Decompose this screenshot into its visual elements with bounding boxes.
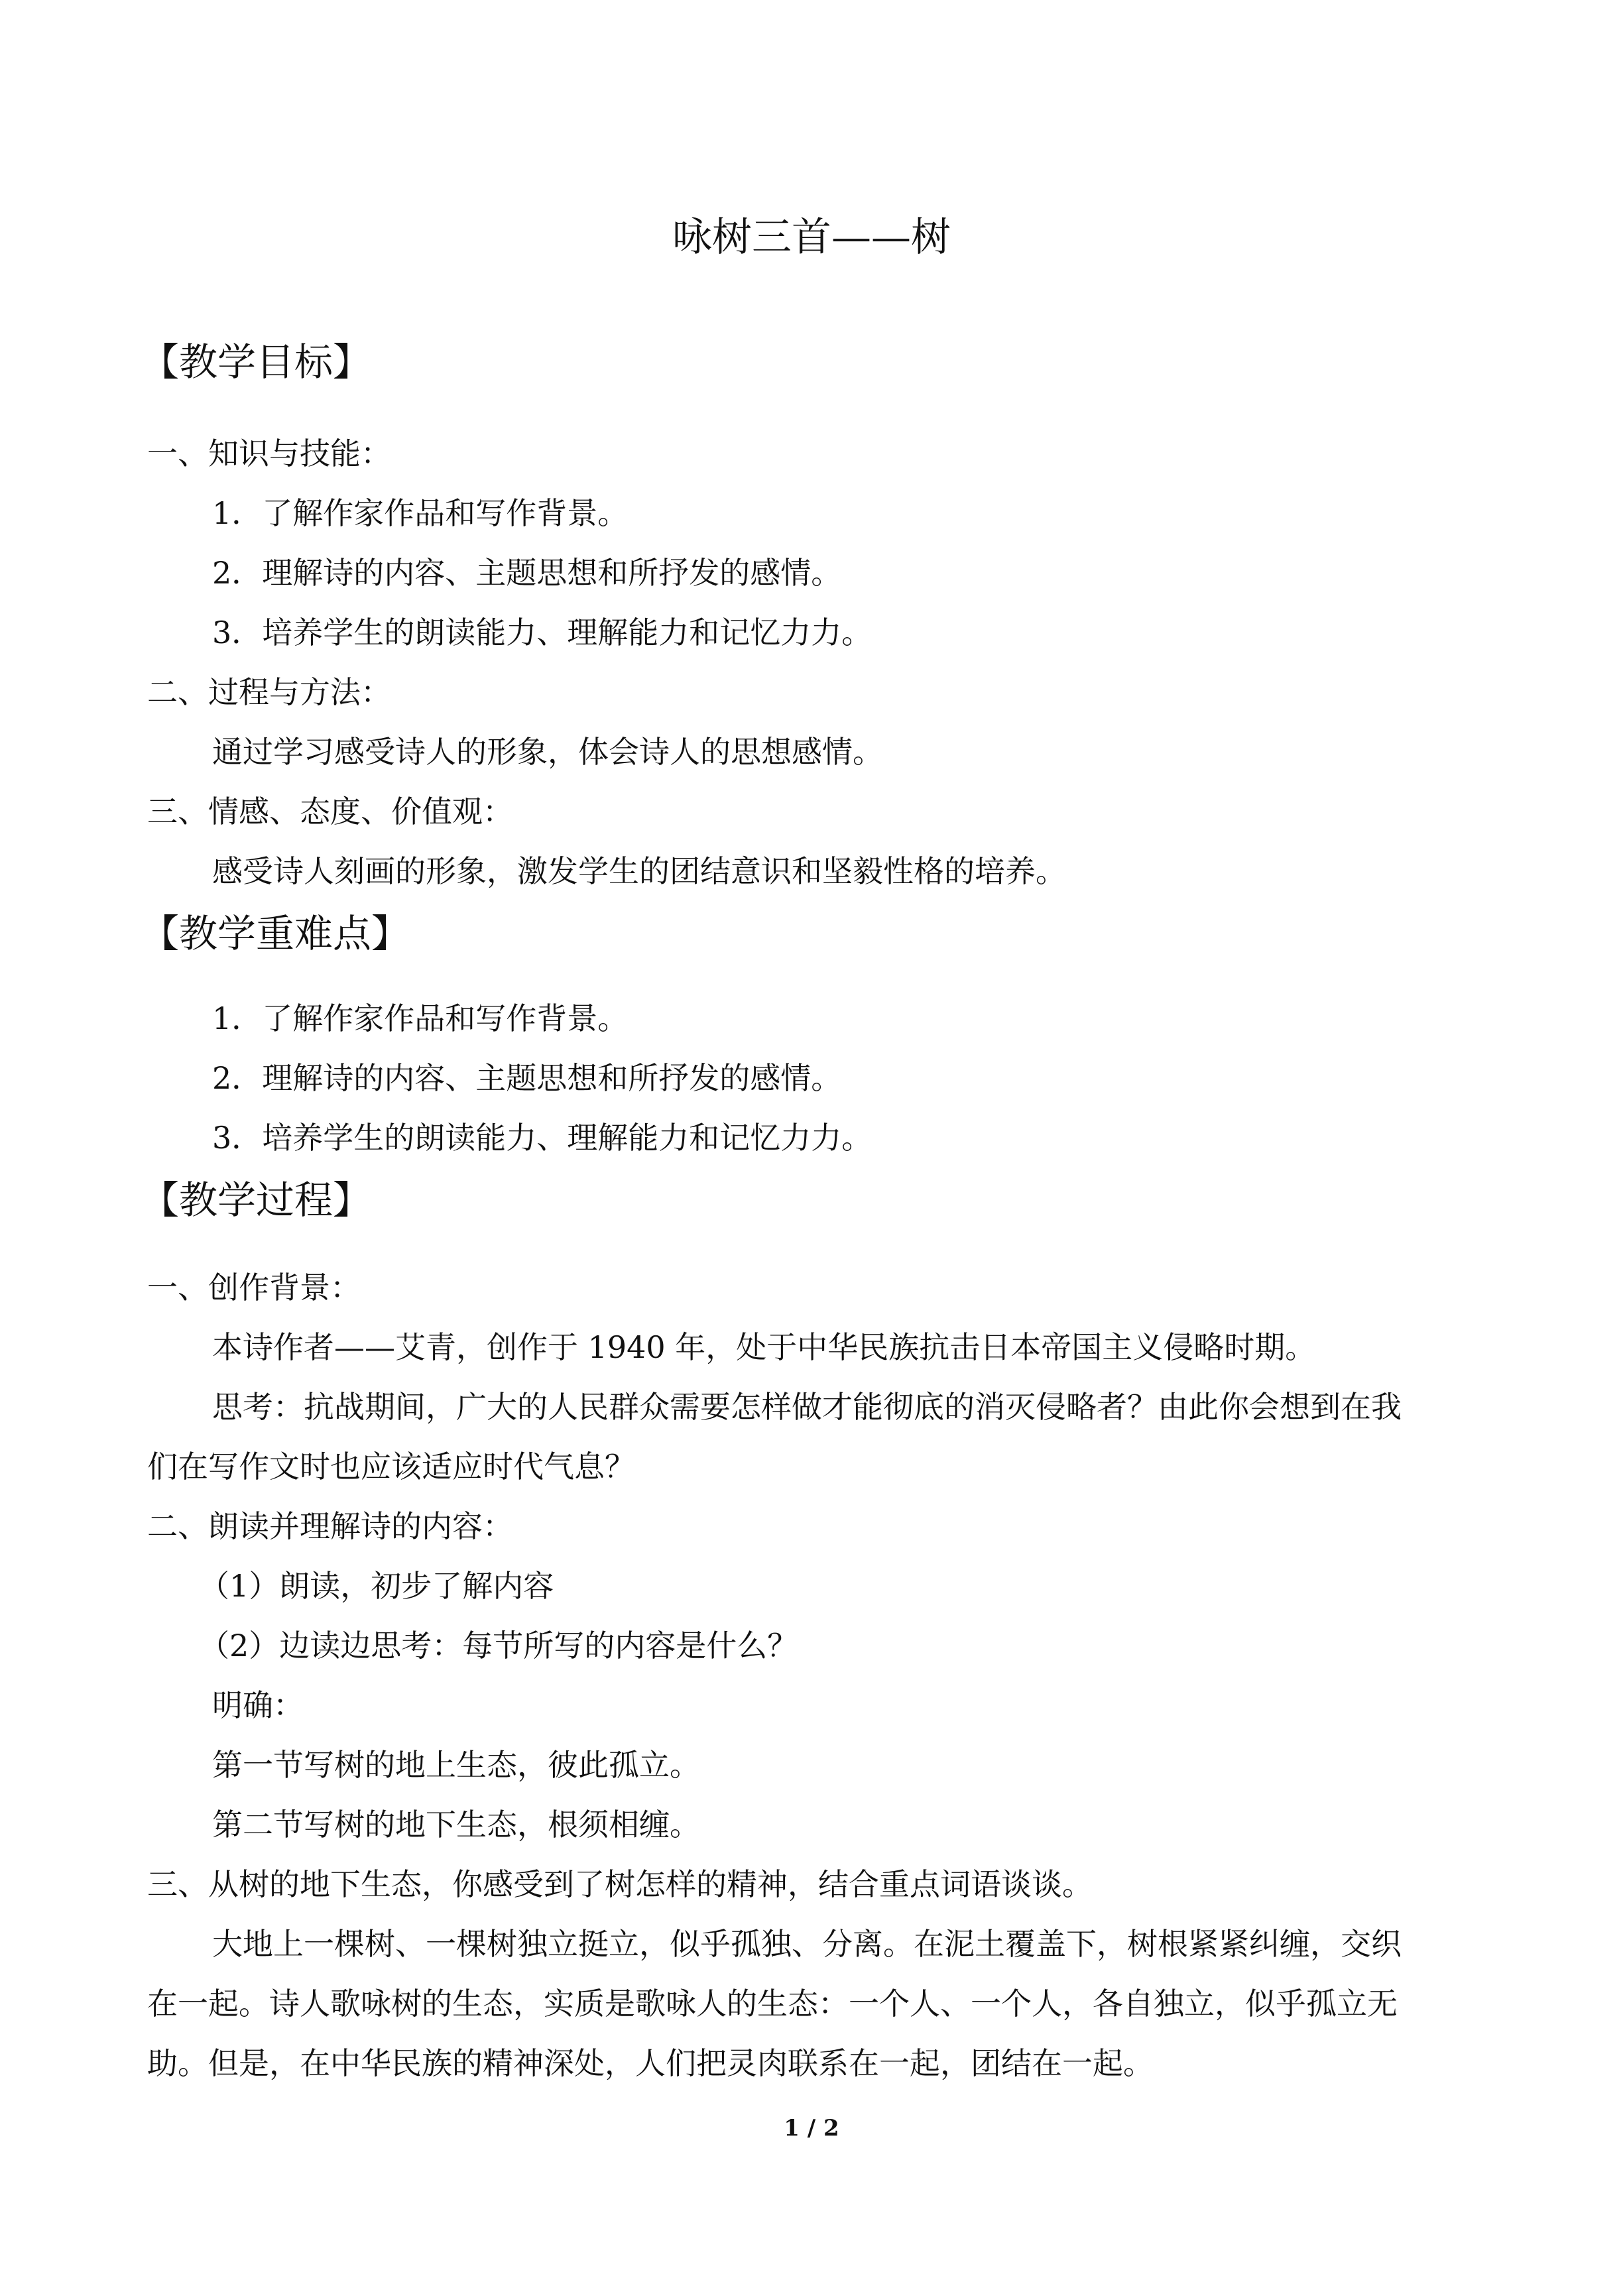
page-number: 1 / 2 <box>784 2115 839 2142</box>
process-spirit-paragraph-line: 大地上一棵树、一棵树独立挺立，似乎孤独、分离。在泥土覆盖下，树根紧紧纠缠，交织 <box>212 1926 1402 1962</box>
process-section-summary: 第一节写树的地上生态，彼此孤立。 <box>212 1747 700 1783</box>
goals-method-text: 通过学习感受诗人的形象，体会诗人的思想感情。 <box>212 734 883 770</box>
goals-values-text: 感受诗人刻画的形象，激发学生的团结意识和坚毅性格的培养。 <box>212 853 1066 889</box>
process-background-text: 本诗作者——艾青，创作于 1940 年，处于中华民族抗击日本帝国主义侵略时期。 <box>212 1329 1316 1365</box>
goals-knowledge-heading: 一、知识与技能： <box>147 436 391 471</box>
page-title: 咏树三首——树 <box>672 214 951 261</box>
process-spirit-paragraph-line: 在一起。诗人歌咏树的生态，实质是歌咏人的生态：一个人、一个人，各自独立，似乎孤立无 <box>147 1986 1398 2022</box>
goals-knowledge-item: 1．了解作家作品和写作背景。 <box>212 495 629 531</box>
goals-knowledge-item: 3．培养学生的朗读能力、理解能力和记忆力力。 <box>212 615 872 650</box>
goals-values-heading: 三、情感、态度、价值观： <box>147 794 513 829</box>
process-clarify-label: 明确： <box>212 1687 304 1723</box>
heading-key-points: 【教学重难点】 <box>141 911 410 956</box>
key-point-item: 1．了解作家作品和写作背景。 <box>212 1000 629 1036</box>
process-spirit-paragraph-line: 助。但是，在中华民族的精神深处，人们把灵肉联系在一起，团结在一起。 <box>147 2045 1154 2081</box>
process-think-line: 们在写作文时也应该适应时代气息？ <box>147 1449 635 1484</box>
goals-knowledge-item: 2．理解诗的内容、主题思想和所抒发的感情。 <box>212 555 842 591</box>
key-point-item: 3．培养学生的朗读能力、理解能力和记忆力力。 <box>212 1120 872 1156</box>
heading-teaching-process: 【教学过程】 <box>141 1178 372 1223</box>
key-point-item: 2．理解诗的内容、主题思想和所抒发的感情。 <box>212 1060 842 1096</box>
process-reading-step: （2）边读边思考：每节所写的内容是什么？ <box>199 1628 798 1663</box>
process-section-summary: 第二节写树的地下生态，根须相缠。 <box>212 1807 700 1843</box>
process-reading-step: （1）朗读，初步了解内容 <box>199 1568 554 1604</box>
process-think-line: 思考：抗战期间，广大的人民群众需要怎样做才能彻底的消灭侵略者？由此你会想到在我 <box>212 1389 1402 1425</box>
process-spirit-heading: 三、从树的地下生态，你感受到了树怎样的精神，结合重点词语谈谈。 <box>147 1866 1093 1902</box>
heading-teaching-goals: 【教学目标】 <box>141 339 372 385</box>
process-background-heading: 一、创作背景： <box>147 1270 361 1305</box>
goals-method-heading: 二、过程与方法： <box>147 674 391 710</box>
process-reading-heading: 二、朗读并理解诗的内容： <box>147 1508 513 1544</box>
